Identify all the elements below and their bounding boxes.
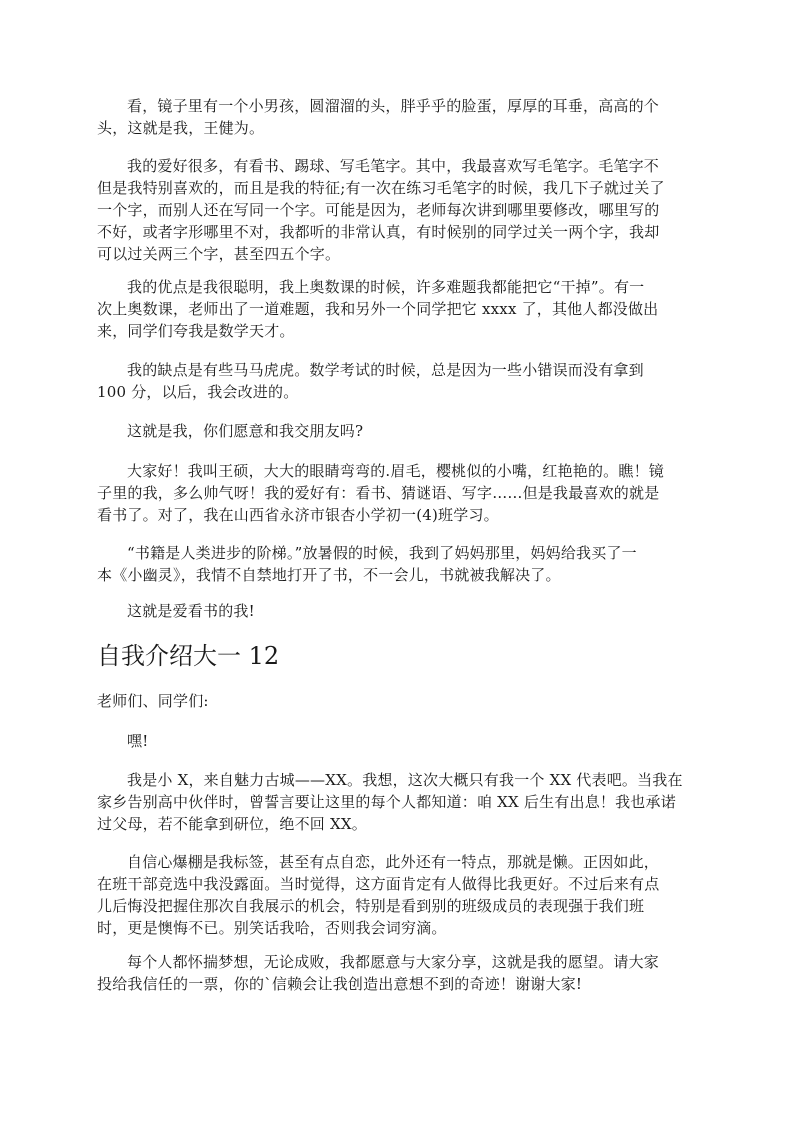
paragraph-books bbox=[97, 542, 697, 586]
text-line: 看书了。对了，我在山西省永济市银杏小学初一(4)班学习。 bbox=[97, 506, 499, 524]
paragraph-hobbies bbox=[97, 155, 697, 265]
paragraph-strengths bbox=[97, 276, 697, 342]
paragraph-weaknesses bbox=[97, 359, 697, 403]
paragraph-hey bbox=[97, 730, 697, 752]
text-line: 头，这就是我，王健为。 bbox=[97, 119, 265, 137]
text-line: 我的优点是我很聪明，我上奥数课的时候，许多难题我都能把它“干掉”。有一 bbox=[127, 278, 645, 296]
text-line: 可以过关两三个字，甚至四五个字。 bbox=[97, 245, 341, 263]
paragraph-book-lover bbox=[97, 600, 697, 622]
text-line: 过父母，若不能拿到研位，绝不回 XX。 bbox=[97, 815, 367, 833]
text-line: 儿后悔没把握住那次自我展示的机会，特别是看到别的班级成员的表现强于我们班 bbox=[97, 897, 645, 915]
text-line: 每个人都怀揣梦想，无论成败，我都愿意与大家分享，这就是我的愿望。请大家 bbox=[127, 953, 660, 971]
paragraph-confidence bbox=[97, 851, 697, 939]
text-line: 100 分，以后，我会改进的。 bbox=[97, 383, 299, 401]
text-line: 看，镜子里有一个小男孩，圆溜溜的头，胖乎乎的脸蛋，厚厚的耳垂，高高的个 bbox=[127, 97, 660, 115]
text-line: 大家好！我叫王硕，大大的眼睛弯弯的.眉毛，樱桃似的小嘴，红艳艳的。瞧！镜 bbox=[127, 462, 664, 480]
text-line: 时，更是懊悔不已。别笑话我哈，否则我会词穷滴。 bbox=[97, 919, 447, 937]
text-line: 本《小幽灵》，我情不自禁地打开了书，不一会儿，书就被我解决了。 bbox=[97, 566, 561, 584]
text-line: 在班干部竞选中我没露面。当时觉得，这方面肯定有人做得比我更好。不过后来有点 bbox=[97, 875, 660, 893]
text-line: 一个字，而别人还在写同一个字。可能是因为，老师每次讲到哪里要修改，哪里写的 bbox=[97, 201, 660, 219]
section-heading: 自我介绍大一 12 bbox=[97, 642, 280, 670]
text-line: 我的爱好很多，有看书、踢球、写毛笔字。其中，我最喜欢写毛笔字。毛笔字不 bbox=[127, 157, 660, 175]
paragraph-closing-question bbox=[97, 420, 697, 442]
paragraph-intro-wangshuo bbox=[97, 460, 697, 526]
text-line: “书籍是人类进步的阶梯。”放暑假的时候，我到了妈妈那里，妈妈给我买了一 bbox=[127, 544, 637, 562]
text-line: 次上奥数课，老师出了一道难题，我和另外一个同学把它 xxxx 了，其他人都没做出 bbox=[97, 300, 659, 318]
text-line: 家乡告别高中伙伴时，曾誓言要让这里的每个人都知道：咱 XX 后生有出息！我也承诺 bbox=[97, 793, 676, 811]
text-line: 但是我特别喜欢的，而且是我的特征;有一次在练习毛笔字的时候，我几下子就过关了 bbox=[97, 179, 665, 197]
text-line: 这就是我，你们愿意和我交朋友吗? bbox=[127, 422, 364, 440]
text-line: 嘿! bbox=[127, 732, 149, 750]
greeting bbox=[97, 690, 697, 712]
text-line: 不好，或者字形哪里不对，我都听的非常认真，有时候别的同学过关一两个字，我却 bbox=[97, 223, 660, 241]
paragraph-origin bbox=[97, 769, 697, 835]
text-line: 我的缺点是有些马马虎虎。数学考试的时候，总是因为一些小错误而没有拿到 bbox=[127, 361, 644, 379]
paragraph-dreams bbox=[97, 951, 697, 995]
text-line: 来，同学们夸我是数学天才。 bbox=[97, 322, 295, 340]
text-line: 老师们、同学们: bbox=[97, 692, 209, 710]
text-line: 自信心爆棚是我标签，甚至有点自恋，此外还有一特点，那就是懒。正因如此， bbox=[127, 853, 660, 871]
text-line: 投给我信任的一票，你的`信赖会让我创造出意想不到的奇迹！谢谢大家! bbox=[97, 975, 583, 993]
text-line: 这就是爱看书的我! bbox=[127, 602, 255, 620]
text-line: 子里的我，多么帅气呀！我的爱好有：看书、猜谜语、写字……但是我最喜欢的就是 bbox=[97, 484, 660, 502]
text-line: 我是小 X，来自魅力古城——XX。我想，这次大概只有我一个 XX 代表吧。当我在 bbox=[127, 771, 683, 789]
paragraph-appearance bbox=[97, 95, 697, 139]
